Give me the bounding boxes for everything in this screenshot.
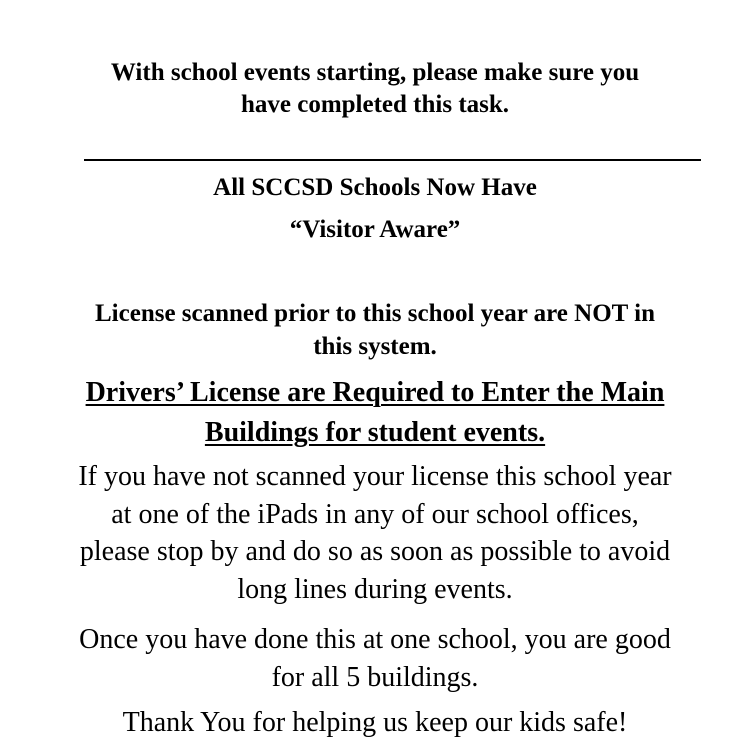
one-time-note [0,621,750,697]
heading-line-1: All SCCSD Schools Now Have [213,174,537,201]
intro-message [0,57,750,121]
horizontal-divider [84,159,701,161]
instructions-line-1: If you have not scanned your license this school year [78,461,672,492]
one-time-line-1: Once you have done this at one school, you are good [79,624,671,655]
license-requirement [0,373,750,453]
instructions-line-4: long lines during events. [237,573,513,605]
thank-you-message: Thank You for helping us keep our kids safe! [122,707,628,738]
license-notice [0,297,750,363]
requirement-line-1: Drivers’ License are Required to Enter the Main [85,377,665,408]
requirement-line-2: Buildings for student events. [204,417,546,448]
instructions-line-3: please stop by and do so as soon as possible to avoid [79,536,671,567]
intro-line-2: have completed this task. [240,91,510,118]
notice-line-1: License scanned prior to this school year are NOT in [95,300,655,327]
notice-line-2: this system. [313,333,437,360]
heading-line-2: “Visitor Aware” [289,216,461,243]
instructions-line-2: at one of the iPads in any of our school offices, [111,498,639,530]
intro-line-1: With school events starting, please make sure you [110,59,640,86]
one-time-line-2: for all 5 buildings. [271,662,479,693]
scan-instructions [0,458,750,608]
